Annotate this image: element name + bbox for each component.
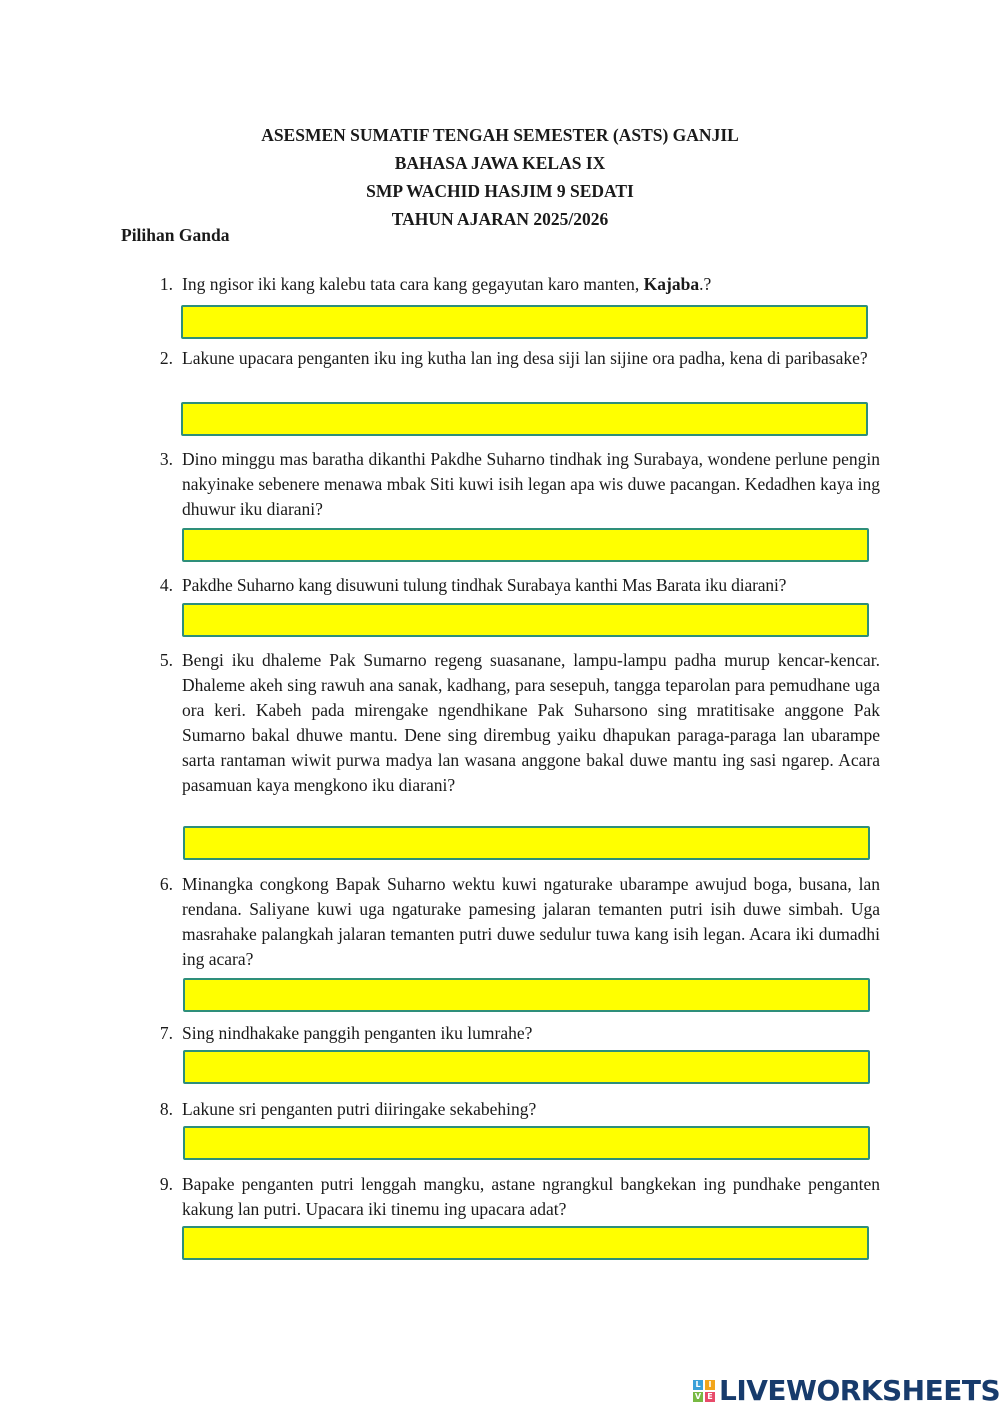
question-8	[147, 1097, 880, 1122]
document-header	[0, 121, 1000, 233]
question-number: 7.	[159, 1023, 173, 1043]
question-9	[147, 1172, 880, 1222]
question-number: 8.	[159, 1099, 173, 1119]
logo-letter: E	[705, 1392, 715, 1402]
answer-field-8[interactable]	[183, 1126, 870, 1160]
question-text: Bengi iku dhaleme Pak Sumarno regeng suasanane, lampu-lampu padha murup kencar-kencar. Dhaleme akeh sing rawuh ana sanak, kadhang, para sesepuh, tangga teparolan para pemudhane uga ora keri. Kabeh pada mirengake ngendhikane Pak Suharsono sing mratitisake anggone Pak Sumarno bakal dhuwe mantu. Dene sing dirembug yaiku dhapukan paraga-paraga lan ubarampe sarta rantaman wiwit purwa madya lan wasana anggone bakal duwe mantu ing sasi ngarep. Acara pasamuan kaya mengkono iku diarani?	[182, 650, 880, 795]
answer-field-2[interactable]	[181, 402, 868, 436]
question-2	[147, 346, 880, 371]
header-title: ASESMEN SUMATIF TENGAH SEMESTER (ASTS) GANJIL	[261, 125, 739, 145]
question-text: Lakune upacara penganten iku ing kutha lan ing desa siji lan sijine ora padha, kena di paribasake?	[182, 348, 868, 368]
question-number: 9.	[159, 1174, 173, 1194]
answer-field-7[interactable]	[183, 1050, 870, 1084]
question-text: Minangka congkong Bapak Suharno wektu kuwi ngaturake ubarampe awujud boga, busana, lan rendana. Saliyane kuwi uga ngaturake pamesing jalaran temanten putri isih duwe simbah. Uga masrahake palangkah jalaran temanten putri duwe sedulur tuwa kang isih legan. Acara iki dumadhi ing acara?	[182, 874, 880, 969]
question-number: 1.	[159, 274, 173, 294]
question-text: Lakune sri penganten putri diiringake sekabehing?	[182, 1099, 537, 1119]
question-5	[147, 648, 880, 798]
logo-letter: L	[693, 1380, 703, 1390]
question-1	[147, 272, 880, 297]
question-number: 4.	[159, 575, 173, 595]
answer-field-4[interactable]	[182, 603, 869, 637]
logo-letter: V	[694, 1391, 702, 1401]
header-year: TAHUN AJARAN 2025/2026	[391, 209, 609, 229]
logo-letter: I	[705, 1380, 715, 1390]
header-subject: BAHASA JAWA KELAS IX	[394, 153, 606, 173]
question-text: Bapake penganten putri lenggah mangku, astane ngrangkul bangkekan ing pundhake penganten kakung lan putri. Upacara iki tinemu ing upacara adat?	[182, 1174, 880, 1219]
header-school: SMP WACHID HASJIM 9 SEDATI	[366, 181, 634, 201]
answer-field-1[interactable]	[181, 305, 868, 339]
question-text: Dino minggu mas baratha dikanthi Pakdhe Suharno tindhak ing Surabaya, wondene perlune pengin nakyinake sebenere menawa mbak Siti kuwi isih legan apa wis duwe pacangan. Kedadhen kaya ing dhuwur iku diarani?	[182, 449, 880, 519]
question-number: 6.	[159, 874, 173, 894]
question-text: Pakdhe Suharno kang disuwuni tulung tindhak Surabaya kanthi Mas Barata iku diarani?	[182, 575, 787, 595]
question-text: Sing nindhakake panggih penganten iku lumrahe?	[182, 1023, 533, 1043]
question-text: Ing ngisor iki kang kalebu tata cara kang gegayutan karo manten, Kajaba.?	[182, 274, 712, 294]
answer-field-5[interactable]	[183, 826, 870, 860]
question-3	[147, 447, 880, 522]
answer-field-6[interactable]	[183, 978, 870, 1012]
question-number: 5.	[159, 650, 173, 670]
question-7	[147, 1021, 880, 1046]
logo-icon	[693, 1380, 715, 1402]
answer-field-9[interactable]	[182, 1226, 869, 1260]
question-emphasis: Kajaba	[643, 274, 700, 294]
answer-field-3[interactable]	[182, 528, 869, 562]
question-number: 3.	[159, 449, 173, 469]
question-6	[147, 872, 880, 972]
logo-text: LIVEWORKSHEETS	[719, 1374, 1000, 1407]
question-number: 2.	[159, 348, 173, 368]
liveworksheets-logo	[693, 1374, 1000, 1407]
question-4	[147, 573, 880, 598]
section-title: Pilihan Ganda	[121, 225, 230, 245]
